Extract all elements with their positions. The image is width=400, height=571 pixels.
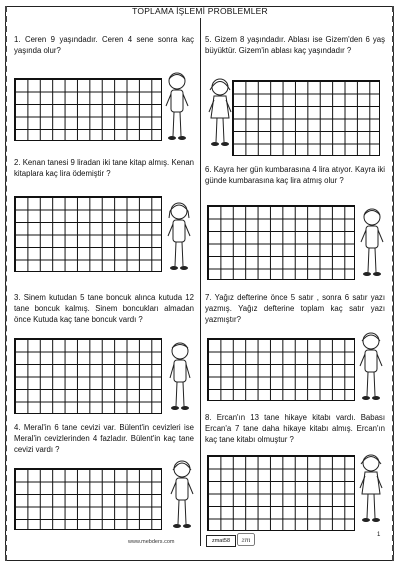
problem-4-text: 4. Meral'in 6 tane cevizi var. Bülent'in cevizleri ise Meral'in cevizlerinden 4 fazladır. Bülent'in kaç tane cevizi vardı ? xyxy=(14,423,194,454)
answer-grid-5[interactable] xyxy=(232,80,380,156)
footer-badge: zmat58 xyxy=(206,535,236,547)
child-illustration-icon xyxy=(206,76,234,148)
child-illustration-icon xyxy=(168,458,196,530)
problem-5-text: 5. Gizem 8 yaşındadır. Ablası ise Gizem'den 6 yaş büyüktür. Gizem'in ablası kaç yaşındadır ? xyxy=(205,35,385,55)
answer-grid-2[interactable] xyxy=(14,196,162,272)
problem-7-text: 7. Yağız defterine önce 5 satır , sonra 6 satır yazı yazmış. Yağız defterine toplam kaç satır yazı yazmıştır? xyxy=(205,293,385,324)
problem-2-text: 2. Kenan tanesi 9 liradan iki tane kitap almış. Kenan kitaplara kaç lira ödemiştir ? xyxy=(14,158,194,178)
answer-grid-3[interactable] xyxy=(14,338,162,414)
problem-3 xyxy=(14,292,194,325)
answer-grid-4[interactable] xyxy=(14,468,162,530)
answer-grid-1[interactable] xyxy=(14,78,162,141)
problem-1-text: 1. Ceren 9 yaşındadır. Ceren 4 sene sonra kaç yaşında olur? xyxy=(14,35,194,55)
answer-grid-7[interactable] xyxy=(207,338,355,401)
answer-grid-8[interactable] xyxy=(207,455,355,531)
problem-8 xyxy=(205,412,385,445)
child-illustration-icon xyxy=(163,70,191,142)
problem-4 xyxy=(14,422,194,455)
logo-text: zm xyxy=(241,537,251,544)
child-illustration-icon xyxy=(166,340,194,412)
problem-6-text: 6. Kayra her gün kumbarasına 4 lira atıyor. Kayra iki günde kumbarasına kaç lira atmış olur ? xyxy=(205,165,385,185)
problem-2 xyxy=(14,157,194,179)
problem-7 xyxy=(205,292,385,325)
page-title: TOPLAMA İŞLEMİ PROBLEMLER xyxy=(132,6,268,16)
problem-5 xyxy=(205,34,385,56)
page-number: 1 xyxy=(377,532,381,538)
child-illustration-icon xyxy=(358,206,386,278)
problem-8-text: 8. Ercan'ın 13 tane hikaye kitabı vardı. Babası Ercan'a 7 tane daha hikaye kitabı almış. Ercan'ın kaç tane kitabı olmuştur ? xyxy=(205,413,385,444)
problem-3-text: 3. Sinem kutudan 5 tane boncuk alınca kutuda 12 tane boncuk kalmış. Sinem boncukları almadan önce Kutuda kaç tane boncuk vardı ? xyxy=(14,293,194,324)
child-illustration-icon xyxy=(357,330,385,402)
problem-6 xyxy=(205,164,385,186)
footer-url[interactable]: www.mebders.com xyxy=(128,539,175,545)
column-divider xyxy=(200,18,201,546)
child-illustration-icon xyxy=(165,200,193,272)
logo-icon xyxy=(237,533,255,546)
problem-1 xyxy=(14,34,194,56)
answer-grid-6[interactable] xyxy=(207,205,355,280)
child-illustration-icon xyxy=(357,452,385,524)
